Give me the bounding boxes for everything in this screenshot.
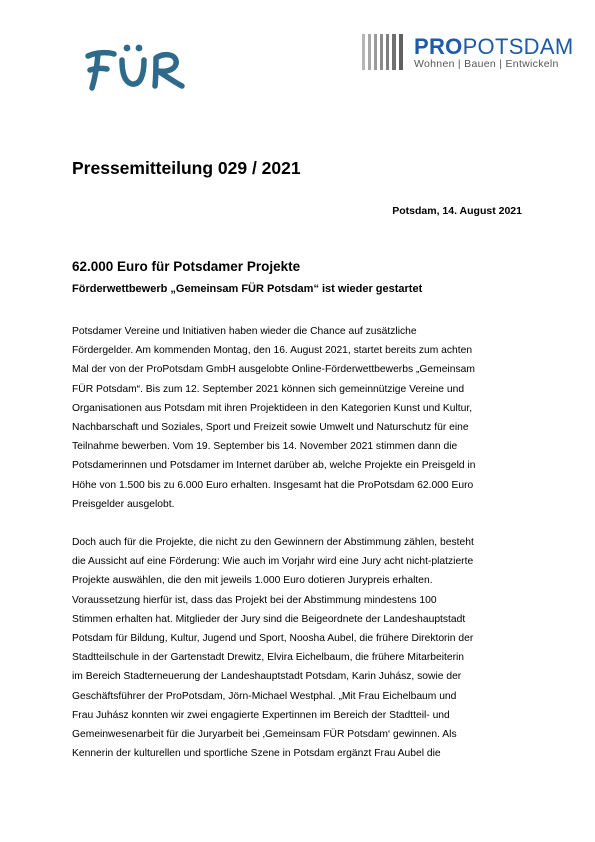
fur-logo bbox=[78, 36, 196, 96]
text-line: Doch auch für die Projekte, die nicht zu den Gewinnern der Abstimmung zählen, besteht bbox=[72, 537, 474, 549]
text-line: Potsdamer Vereine und Initiativen haben wieder die Chance auf zusätzliche bbox=[72, 326, 417, 337]
paragraph-2 bbox=[72, 533, 524, 763]
paragraph-1 bbox=[72, 322, 524, 514]
propotsdam-tagline: Wohnen | Bauen | Entwickeln bbox=[414, 58, 559, 70]
text-line: Geschäftsführer der ProPotsdam, Jörn-Michael Westphal. „Mit Frau Eichelbaum und bbox=[72, 690, 457, 702]
text-line: Mal der von der ProPotsdam GmbH ausgelobte Online-Förderwettbewerbs „Gemeinsam bbox=[72, 364, 475, 376]
text-line: Stimmen erhalten hat. Mitglieder der Jury sind die Beigeordnete der Landeshauptstadt bbox=[72, 613, 466, 625]
press-release-title: Pressemitteilung 029 / 2021 bbox=[72, 158, 301, 178]
body-text bbox=[72, 322, 524, 782]
propotsdam-wordmark bbox=[414, 35, 573, 59]
text-line: FÜR Potsdam“. Bis zum 12. September 2021 können sich gemeinnützige Vereine und bbox=[72, 383, 465, 395]
text-line: Stadtteilschule in der Gartenstadt Drewitz, Elvira Eichelbaum, die frühere Mitarbeiterin bbox=[72, 652, 465, 664]
text-line: Voraussetzung hierfür ist, dass das Projekt bei der Abstimmung mindestens 100 bbox=[72, 594, 437, 606]
text-line: Gemeinwesenarbeit für die Juryarbeit bei ‚Gemeinsam FÜR Potsdam‘ gewinnen. Als bbox=[72, 729, 457, 741]
release-date: Potsdam, 14. August 2021 bbox=[392, 205, 522, 217]
text-line: Fördergelder. Am kommenden Montag, den 16. August 2021, startet bereits zum achten bbox=[72, 345, 473, 357]
propotsdam-pro: PRO bbox=[414, 34, 463, 59]
text-line: Höhe von 1.500 bis zu 6.000 Euro erhalten. Insgesamt hat die ProPotsdam 62.000 Euro bbox=[72, 479, 474, 491]
text-line: Frau Juhász konnten wir zwei engagierte Expertinnen im Bereich der Stadtteil- und bbox=[72, 709, 450, 721]
text-line: Projekte auswählen, die den mit jeweils 1.000 Euro dotieren Jurypreis erhalten. bbox=[72, 575, 433, 587]
text-line: die Aussicht auf eine Förderung: Wie auch im Vorjahr wird eine Jury acht nicht-platzierte bbox=[72, 556, 474, 568]
text-line: im Bereich Stadterneuerung der Landeshauptstadt Potsdam, Karin Juhász, sowie der bbox=[72, 671, 462, 683]
headline: 62.000 Euro für Potsdamer Projekte bbox=[72, 259, 301, 274]
propotsdam-bars-icon bbox=[362, 34, 406, 70]
propotsdam-logo bbox=[362, 34, 574, 74]
text-line: Organisationen aus Potsdam mit ihren Projektideen in den Kategorien Kunst und Kultur, bbox=[72, 402, 473, 414]
text-line: Teilnahme bewerben. Vom 19. September bis 14. November 2021 stimmen dann die bbox=[72, 441, 458, 453]
text-line: Potsdam für Bildung, Kultur, Jugend und Sport, Noosha Aubel, die frühere Direktorin der bbox=[72, 633, 474, 645]
text-line: Preisgelder ausgelobt. bbox=[72, 498, 175, 510]
text-line: Potsdamerinnen und Potsdamer im Internet darüber ab, welche Projekte ein Preisgeld in bbox=[72, 460, 476, 472]
fur-logo-graphic bbox=[78, 36, 196, 96]
propotsdam-potsdam: POTSDAM bbox=[462, 34, 574, 59]
subheadline: Förderwettbewerb „Gemeinsam FÜR Potsdam“ ist wieder gestartet bbox=[72, 283, 423, 295]
text-line: Nachbarschaft und Soziales, Sport und Freizeit sowie Umwelt und Naturschutz für eine bbox=[72, 422, 469, 434]
text-line: Kennerin der kulturellen und sportliche Szene in Potsdam ergänzt Frau Aubel die bbox=[72, 748, 441, 760]
